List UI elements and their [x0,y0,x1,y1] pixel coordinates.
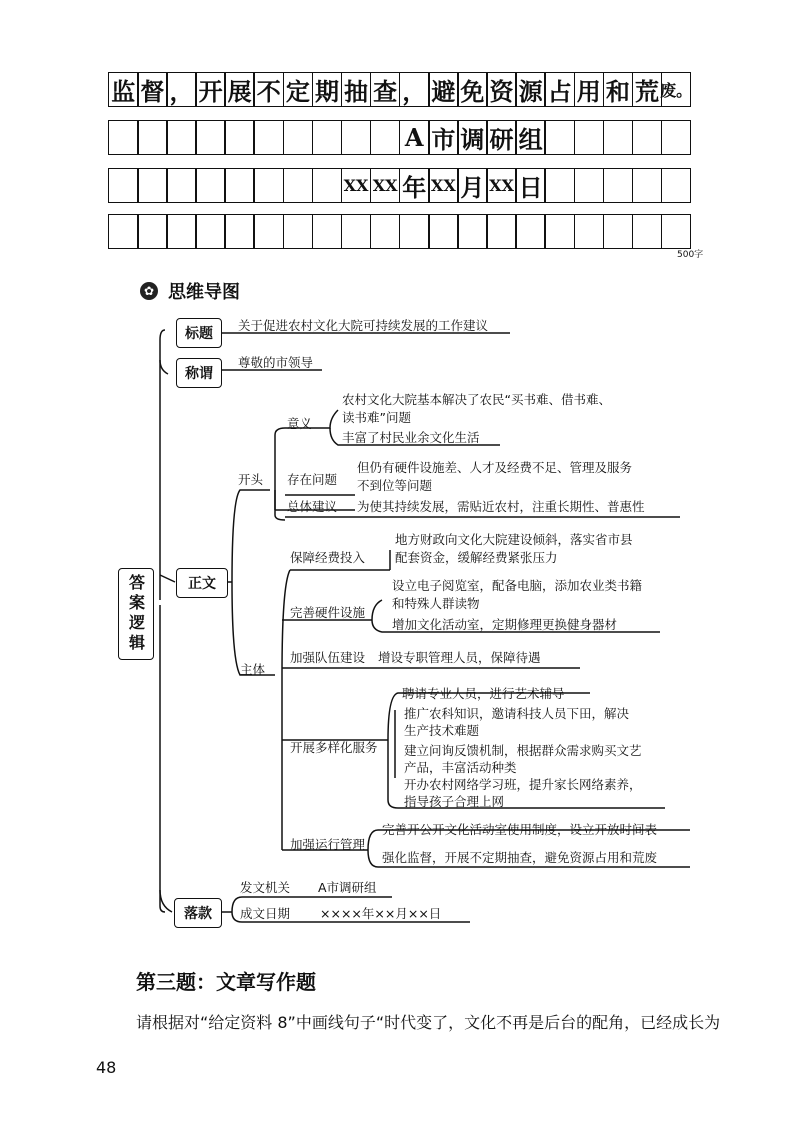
salutation-node: 称谓 [176,358,222,388]
grid-cell [370,120,401,155]
grid-cell [341,214,372,249]
grid-cell: XX [370,168,401,203]
service-text-3b: 产品，丰富活动种类 [404,760,517,775]
meaning-node: 意义 [287,416,313,431]
problem-node: 存在问题 [287,472,338,487]
grid-cell: 期 [312,72,343,107]
grid-cell [224,168,255,203]
grid-cell: 调 [457,120,488,155]
signoff-node: 落款 [174,898,222,928]
grid-cell: 月 [457,168,488,203]
grid-cell: 和 [603,72,634,107]
grid-cell [283,120,314,155]
date-node: 成文日期 [240,906,291,921]
grid-cell [457,214,488,249]
body-node: 正文 [176,568,228,598]
team-node: 加强队伍建设 [290,650,366,665]
grid-cell: XX [428,168,459,203]
grid-cell [283,214,314,249]
grid-cell: 避 [428,72,459,107]
grid-cell [108,214,139,249]
grid-row [108,72,693,107]
grid-cell: 展 [224,72,255,107]
service-text-4b: 指导孩子合理上网 [404,794,505,809]
operation-text-1: 完善开公开文化活动室使用制度，设立开放时间表 [382,822,658,837]
grid-cell [574,120,605,155]
service-text-4a: 开办农村网络学习班，提升家长网络素养， [404,777,642,792]
grid-cell [544,120,575,155]
grid-cell: 查 [370,72,401,107]
grid-cell [166,168,197,203]
grid-cell: 占 [544,72,575,107]
grid-cell: 市 [428,120,459,155]
grid-cell [370,214,401,249]
grid-cell [224,214,255,249]
meaning-text-2: 丰富了村民业余文化生活 [342,430,480,445]
grid-cell [253,214,284,249]
grid-cell [544,168,575,203]
grid-cell [108,120,139,155]
grid-cell: 监 [108,72,139,107]
grid-cell [195,168,226,203]
grid-cell [661,214,692,249]
grid-cell: ， [399,72,430,107]
grid-cell [166,214,197,249]
grid-cell: ， [166,72,197,107]
grid-cell: 开 [195,72,226,107]
grid-cell: 日 [515,168,546,203]
grid-row [108,168,690,203]
grid-cell [399,214,430,249]
section-title-text: 思维导图 [168,282,240,303]
funding-text-b: 配套资金，缓解经费紧张压力 [395,550,558,565]
grid-cell: A [399,120,430,155]
title-node: 标题 [176,318,222,348]
meaning-text-1a: 农村文化大院基本解决了农民“买书难、借书难、 [342,392,611,407]
grid-cell: 免 [457,72,488,107]
service-text-3a: 建立问询反馈机制，根据群众需求购买文艺 [404,743,642,758]
hardware-text-1b: 和特殊人群读物 [392,596,480,611]
grid-cell: 用 [574,72,605,107]
problem-text-a: 但仍有硬件设施差、人才及经费不足、管理及服务 [357,460,633,475]
page-number: 48 [96,1058,117,1077]
service-text-2a: 推广农科知识，邀请科技人员下田，解决 [404,706,630,721]
grid-row [108,214,690,249]
salutation-text: 尊敬的市领导 [238,355,314,370]
issuer-text: A市调研组 [318,880,377,895]
grid-cell [312,214,343,249]
funding-text-a: 地方财政向文化大院建设倾斜，落实省市县 [395,532,633,547]
grid-cell [253,120,284,155]
grid-cell [603,214,634,249]
grid-cell: 定 [283,72,314,107]
grid-cell: 抽 [341,72,372,107]
grid-cell [574,168,605,203]
grid-cell [137,120,168,155]
grid-cell [283,168,314,203]
grid-cell [632,120,663,155]
grid-cell: 督 [137,72,168,107]
operation-text-2: 强化监督，开展不定期抽查，避免资源占用和荒废 [382,850,658,865]
grid-cell: XX [341,168,372,203]
service-node: 开展多样化服务 [290,740,378,755]
grid-cell: 年 [399,168,430,203]
mindmap-root: 答案逻辑 [118,568,154,660]
grid-cell: XX [486,168,517,203]
grid-cell [224,120,255,155]
grid-cell [137,214,168,249]
question-text: 请根据对“给定资料 8”中画线句子“时代变了，文化不再是后台的配角，已经成长为 [136,1013,721,1032]
grid-cell [253,168,284,203]
meaning-text-1b: 读书难”问题 [342,410,411,425]
grid-cell [341,120,372,155]
grid-cell [632,214,663,249]
question-heading: 第三题：文章写作题 [136,970,316,994]
issuer-node: 发文机关 [240,880,291,895]
opening-node: 开头 [238,472,264,487]
grid-cell: 不 [253,72,284,107]
overall-node: 总体建议 [287,499,338,514]
grid-cell [574,214,605,249]
hardware-text-2: 增加文化活动室，定期修理更换健身器材 [392,617,618,632]
grid-cell: 废。 [661,72,692,107]
grid-cell [428,214,459,249]
grid-cell [661,120,692,155]
grid-cell [544,214,575,249]
overall-text: 为使其持续发展，需贴近农村，注重长期性、普惠性 [357,499,645,514]
operation-node: 加强运行管理 [290,837,366,852]
grid-cell [195,120,226,155]
grid-cell [515,214,546,249]
grid-cell [603,168,634,203]
grid-cell: 源 [515,72,546,107]
main-node: 主体 [240,662,266,677]
grid-cell [661,168,692,203]
team-text: 增设专职管理人员，保障待遇 [378,650,541,665]
grid-cell [632,168,663,203]
grid-cell [312,168,343,203]
grid-cell [108,168,139,203]
flower-icon: ✿ [140,282,158,300]
hardware-text-1a: 设立电子阅览室，配备电脑，添加农业类书籍 [392,578,643,593]
grid-cell [166,120,197,155]
grid-cell [312,120,343,155]
grid-cell [137,168,168,203]
grid-cell [195,214,226,249]
grid-cell: 荒 [632,72,663,107]
grid-cell: 研 [486,120,517,155]
hardware-node: 完善硬件设施 [290,605,366,620]
grid-row [108,120,690,155]
grid-cell [486,214,517,249]
service-text-1: 聘请专业人员，进行艺术辅导 [402,686,565,701]
grid-cell: 资 [486,72,517,107]
word-count-label: 500字 [677,250,704,260]
service-text-2b: 生产技术难题 [404,723,480,738]
title-text: 关于促进农村文化大院可持续发展的工作建议 [238,318,489,333]
problem-text-b: 不到位等问题 [357,478,433,493]
date-text: ××××年××月××日 [320,906,442,921]
grid-cell: 组 [515,120,546,155]
grid-cell [603,120,634,155]
funding-node: 保障经费投入 [290,550,366,565]
